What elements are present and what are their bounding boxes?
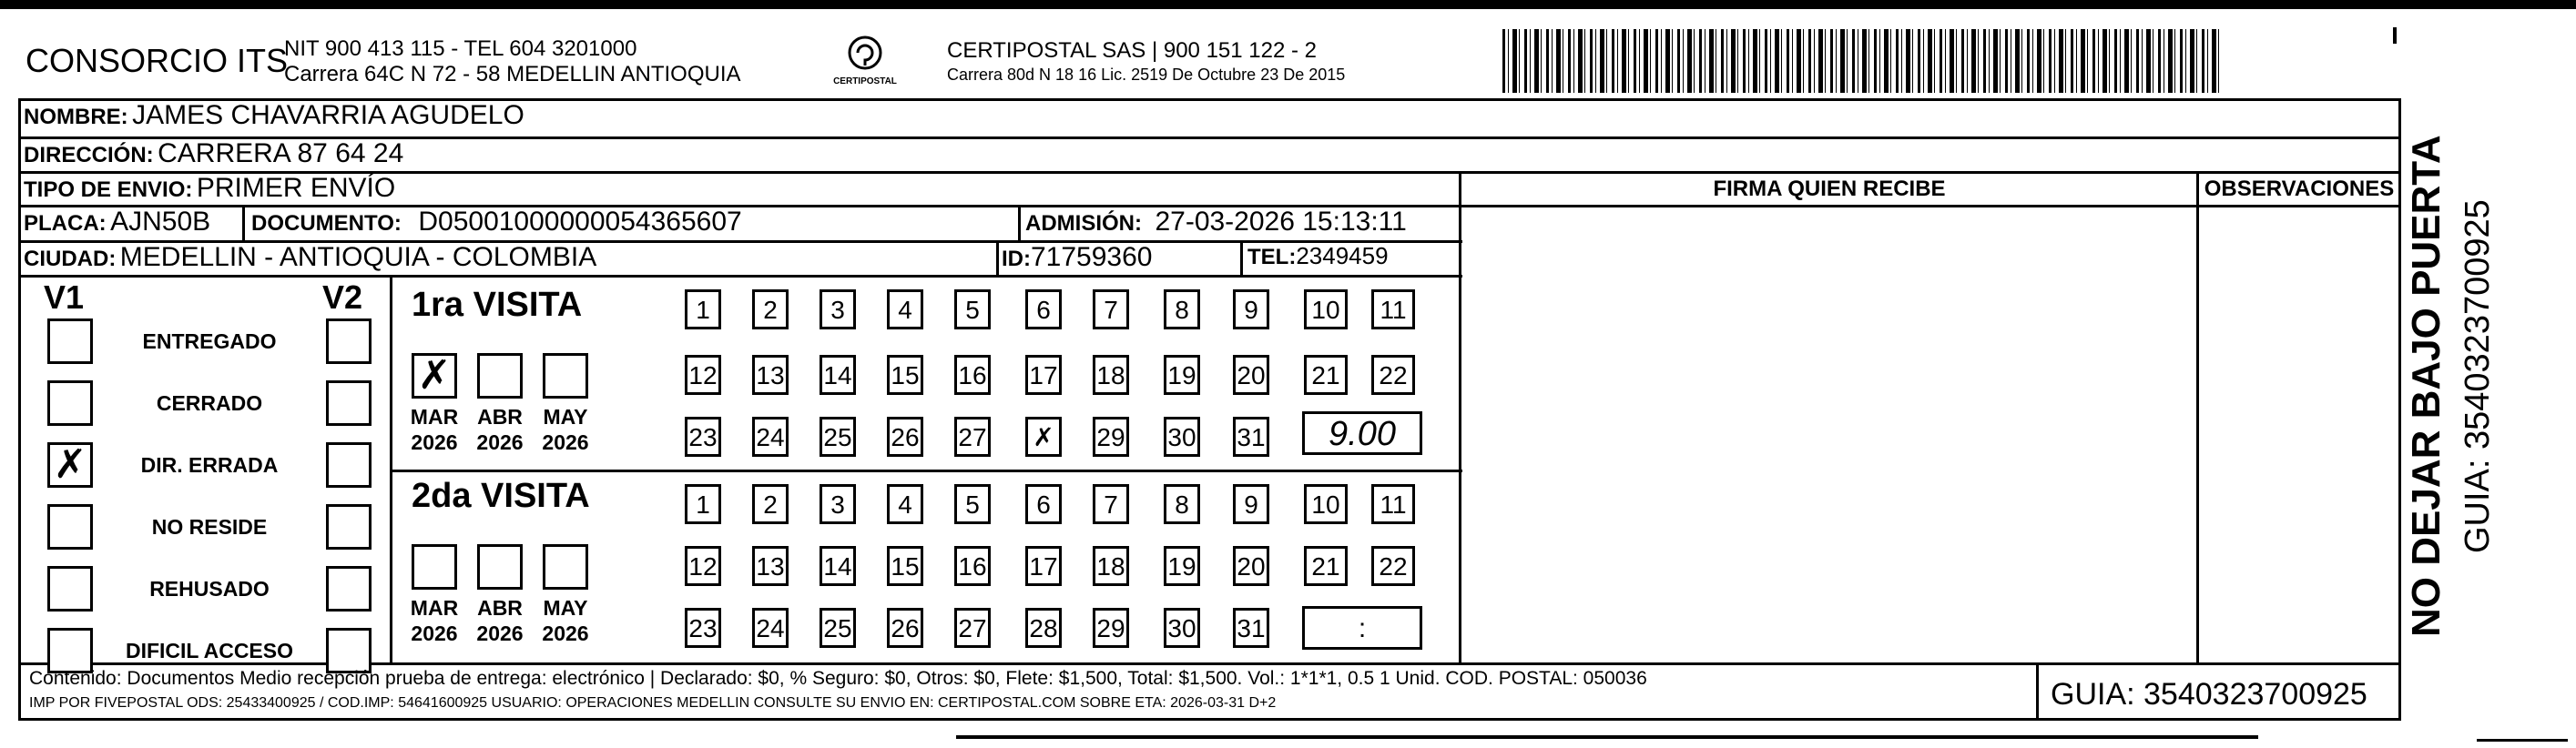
day-box-16[interactable]: 16 <box>954 355 991 395</box>
day-box-5[interactable]: 5 <box>954 484 991 524</box>
day-box-1[interactable]: 1 <box>685 289 721 329</box>
courier-line: CERTIPOSTAL SAS | 900 151 122 - 2 <box>947 38 1317 63</box>
tipo-value: PRIMER ENVÍO <box>196 173 396 203</box>
day-box-20[interactable]: 20 <box>1233 546 1269 586</box>
day-box-19[interactable]: 19 <box>1164 546 1200 586</box>
day-box-3[interactable]: 3 <box>820 484 856 524</box>
day-box-31[interactable]: 31 <box>1233 417 1269 457</box>
observaciones-header: OBSERVACIONES <box>2204 177 2395 201</box>
status-label: REHUSADO <box>149 577 270 601</box>
v2-label: V2 <box>322 278 363 316</box>
day-box-28[interactable]: 28 <box>1025 608 1062 648</box>
admision-label: ADMISIÓN: <box>1025 211 1142 236</box>
day-box-25[interactable]: 25 <box>820 608 856 648</box>
admision-divider <box>1018 205 1021 242</box>
company-name: CONSORCIO ITS <box>25 42 289 79</box>
day-box-3[interactable]: 3 <box>820 289 856 329</box>
day-box-17[interactable]: 17 <box>1025 546 1062 586</box>
v2-checkbox[interactable] <box>326 504 372 550</box>
guia-vertical: GUIA: 3540323700925 <box>2459 199 2497 553</box>
day-box-26[interactable]: 26 <box>887 417 923 457</box>
month-label: MAR <box>410 405 459 429</box>
status-label: DIFICIL ACCESO <box>125 639 293 662</box>
edge-tick <box>2393 27 2397 44</box>
day-box-23[interactable]: 23 <box>685 417 721 457</box>
year-label: 2026 <box>542 430 589 454</box>
tel-cell <box>1247 242 1389 270</box>
day-box-7[interactable]: 7 <box>1093 289 1129 329</box>
v2-checkbox[interactable] <box>326 318 372 364</box>
month-label: MAR <box>410 596 459 620</box>
day-box-16[interactable]: 16 <box>954 546 991 586</box>
day-box-25[interactable]: 25 <box>820 417 856 457</box>
courier-license: Carrera 80d N 18 16 Lic. 2519 De Octubre 23 De 2015 <box>947 66 1346 84</box>
day-box-10[interactable]: 10 <box>1304 289 1348 329</box>
address-line: Carrera 64C N 72 - 58 MEDELLIN ANTIOQUIA <box>284 62 741 86</box>
year-label: 2026 <box>476 622 524 645</box>
day-box-24[interactable]: 24 <box>752 417 789 457</box>
day-box-4[interactable]: 4 <box>887 289 923 329</box>
bottom-edge-line <box>956 735 2258 739</box>
footer-divider <box>18 662 2401 665</box>
documento-label: DOCUMENTO: <box>251 211 402 236</box>
status-label: CERRADO <box>156 391 263 415</box>
day-box-31[interactable]: 31 <box>1233 608 1269 648</box>
second-visit-title: 2da VISITA <box>412 477 590 515</box>
day-box-8[interactable]: 8 <box>1164 289 1200 329</box>
id-cell <box>1002 242 1152 273</box>
day-box-13[interactable]: 13 <box>752 355 789 395</box>
footer-guia-divider <box>2036 662 2039 721</box>
v2-checkbox[interactable] <box>326 566 372 612</box>
footer-line2: IMP POR FIVEPOSTAL ODS: 25433400925 / COD.IMP: 54641600925 USUARIO: OPERACIONES MEDELLIN CONSULTE SU ENVIO EN: CERTIPOSTAL.COM SOBRE ETA: 2026-03-31 D+2 <box>29 695 1277 711</box>
day-box-27[interactable]: 27 <box>954 608 991 648</box>
day-box-13[interactable]: 13 <box>752 546 789 586</box>
id-value: 71759360 <box>1031 242 1153 272</box>
top-edge-line <box>0 0 2576 9</box>
documento-value: D05001000000054365607 <box>418 207 742 237</box>
year-label: 2026 <box>411 430 458 454</box>
direccion-label: DIRECCIÓN: <box>24 143 154 167</box>
tipo-label: TIPO DE ENVIO: <box>24 177 193 202</box>
month-checkbox-abr[interactable] <box>477 544 523 590</box>
day-box-23[interactable]: 23 <box>685 608 721 648</box>
tel-value: 2349459 <box>1296 242 1389 269</box>
status-label: ENTREGADO <box>142 329 277 353</box>
day-box-4[interactable]: 4 <box>887 484 923 524</box>
nombre-label: NOMBRE: <box>24 105 128 129</box>
day-box-9[interactable]: 9 <box>1233 289 1269 329</box>
day-box-10[interactable]: 10 <box>1304 484 1348 524</box>
month-label: ABR <box>477 596 523 620</box>
ciudad-cell <box>24 242 596 273</box>
v1-checkbox[interactable] <box>47 318 93 364</box>
status-label: NO RESIDE <box>151 515 268 539</box>
id-label: ID: <box>1002 247 1031 271</box>
tipo-row <box>24 173 395 204</box>
day-box-7[interactable]: 7 <box>1093 484 1129 524</box>
month-label: MAY <box>543 405 588 429</box>
placa-divider <box>242 205 245 242</box>
day-box-9[interactable]: 9 <box>1233 484 1269 524</box>
v1-checkbox[interactable] <box>47 504 93 550</box>
status-label: DIR. ERRADA <box>140 453 279 477</box>
direccion-value: CARRERA 87 64 24 <box>158 138 404 168</box>
day-box-2[interactable]: 2 <box>752 289 789 329</box>
day-box-1[interactable]: 1 <box>685 484 721 524</box>
first-visit-time[interactable]: 9.00 <box>1302 411 1422 455</box>
day-box-6[interactable]: 6 <box>1025 289 1062 329</box>
day-box-27[interactable]: 27 <box>954 417 991 457</box>
day-box-29[interactable]: 29 <box>1093 417 1129 457</box>
placa-value: AJN50B <box>110 207 211 237</box>
day-box-11[interactable]: 11 <box>1371 289 1415 329</box>
admision-value: 27-03-2026 15:13:11 <box>1155 207 1407 237</box>
year-label: 2026 <box>411 622 458 645</box>
month-label: MAY <box>543 596 588 620</box>
col-divider-obs <box>2196 171 2199 664</box>
nit-line: NIT 900 413 115 - TEL 604 3201000 <box>284 36 637 61</box>
x-mark-icon: ✗ <box>417 352 452 399</box>
day-box-14[interactable]: 14 <box>820 355 856 395</box>
documento-cell <box>251 207 742 238</box>
first-visit-title: 1ra VISITA <box>412 286 583 324</box>
day-box-6[interactable]: 6 <box>1025 484 1062 524</box>
day-box-30[interactable]: 30 <box>1164 417 1200 457</box>
day-box-15[interactable]: 15 <box>887 355 923 395</box>
day-box-28[interactable]: ✗ <box>1025 417 1062 457</box>
nombre-value: JAMES CHAVARRIA AGUDELO <box>132 100 524 130</box>
day-box-24[interactable]: 24 <box>752 608 789 648</box>
day-box-2[interactable]: 2 <box>752 484 789 524</box>
day-box-12[interactable]: 12 <box>685 355 721 395</box>
month-checkbox-mar[interactable] <box>412 353 457 399</box>
row-divider <box>18 275 1462 278</box>
visit-divider <box>390 470 1462 472</box>
placa-cell <box>24 207 210 238</box>
id-divider <box>996 240 999 278</box>
day-box-8[interactable]: 8 <box>1164 484 1200 524</box>
day-box-22[interactable]: 22 <box>1371 546 1415 586</box>
day-box-19[interactable]: 19 <box>1164 355 1200 395</box>
month-checkbox-abr[interactable] <box>477 353 523 399</box>
day-box-18[interactable]: 18 <box>1093 355 1129 395</box>
nombre-row <box>24 100 524 131</box>
certipostal-logo <box>820 31 911 95</box>
footer-line1: Contenido: Documentos Medio recepción prueba de entrega: electrónico | Declarado: $0, % Seguro: $0, Otros: $0, Flete: $1,500, Total: $1,500. Vol.: 1*1*1, 0.5 1 Unid. COD. POSTAL: 050036 <box>29 668 1647 689</box>
v1-checkbox[interactable] <box>47 380 93 426</box>
admision-cell <box>1025 207 1407 238</box>
tel-divider <box>1240 240 1243 278</box>
day-box-14[interactable]: 14 <box>820 546 856 586</box>
day-box-15[interactable]: 15 <box>887 546 923 586</box>
year-label: 2026 <box>542 622 589 645</box>
day-box-30[interactable]: 30 <box>1164 608 1200 648</box>
v1-checkbox[interactable] <box>47 628 93 673</box>
status-divider <box>390 275 392 664</box>
day-box-20[interactable]: 20 <box>1233 355 1269 395</box>
second-visit-time[interactable]: : <box>1302 606 1422 650</box>
day-box-21[interactable]: 21 <box>1304 355 1348 395</box>
firma-header: FIRMA QUIEN RECIBE <box>1713 177 1946 201</box>
day-box-29[interactable]: 29 <box>1093 608 1129 648</box>
x-mark-icon: ✗ <box>53 441 87 488</box>
month-checkbox-may[interactable] <box>543 544 588 590</box>
year-label: 2026 <box>476 430 524 454</box>
month-checkbox-may[interactable] <box>543 353 588 399</box>
v1-checkbox[interactable] <box>47 566 93 612</box>
day-box-5[interactable]: 5 <box>954 289 991 329</box>
footer-guia: GUIA: 3540323700925 <box>2051 677 2367 712</box>
day-box-18[interactable]: 18 <box>1093 546 1129 586</box>
v1-checkbox[interactable] <box>47 442 93 488</box>
no-dejar-bajo-puerta: NO DEJAR BAJO PUERTA <box>2404 135 2449 637</box>
day-box-12[interactable]: 12 <box>685 546 721 586</box>
day-box-17[interactable]: 17 <box>1025 355 1062 395</box>
v2-checkbox[interactable] <box>326 380 372 426</box>
placa-label: PLACA: <box>24 211 107 236</box>
month-label: ABR <box>477 405 523 429</box>
ciudad-label: CIUDAD: <box>24 247 117 271</box>
v2-checkbox[interactable] <box>326 628 372 673</box>
ciudad-value: MEDELLIN - ANTIOQUIA - COLOMBIA <box>119 242 597 272</box>
day-box-11[interactable]: 11 <box>1371 484 1415 524</box>
direccion-row <box>24 138 403 169</box>
bottom-edge-line <box>2477 739 2568 742</box>
tel-label: TEL: <box>1247 245 1297 269</box>
v2-checkbox[interactable] <box>326 442 372 488</box>
v1-label: V1 <box>44 278 85 316</box>
logo-text: CERTIPOSTAL <box>833 76 897 86</box>
day-box-22[interactable]: 22 <box>1371 355 1415 395</box>
day-box-26[interactable]: 26 <box>887 608 923 648</box>
col-divider-right <box>2398 136 2401 207</box>
col-divider-firma <box>1459 171 1461 664</box>
day-box-21[interactable]: 21 <box>1304 546 1348 586</box>
month-checkbox-mar[interactable] <box>412 544 457 590</box>
barcode <box>1502 29 2222 93</box>
